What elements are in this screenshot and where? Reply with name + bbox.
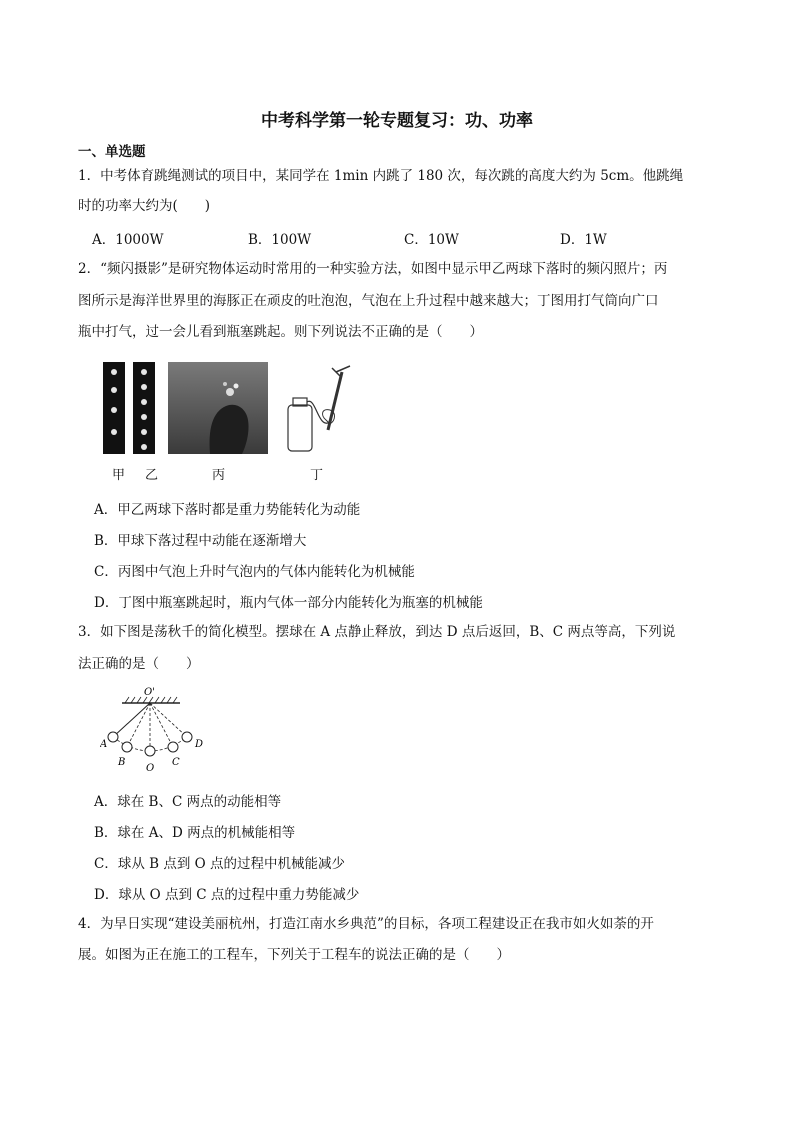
q2-option-a: A．甲乙两球下落时都是重力势能转化为动能	[94, 502, 361, 518]
page-title: 中考科学第一轮专题复习：功、功率	[261, 111, 533, 131]
q1-option-a: A．1000W	[92, 232, 164, 248]
question-1-line-2: 时的功率大约为( )	[78, 198, 211, 214]
question-4-line-1: 4．为早日实现“建设美丽杭州，打造江南水乡典范”的目标，各项工程建设正在我市如火如荼的开	[78, 916, 654, 932]
string-d	[150, 703, 187, 737]
strobe-ball	[141, 369, 147, 375]
q1-option-d: D．1W	[560, 232, 607, 248]
question-2-line-2: 图所示是海洋世界里的海豚正在顽皮的吐泡泡，气泡在上升过程中越来越大；丁图用打气筒向广口	[78, 293, 659, 309]
ball-c	[168, 742, 178, 752]
string-c	[150, 703, 173, 747]
question-4-line-2: 展。如图为正在施工的工程车，下列关于工程车的说法正确的是（ ）	[78, 947, 510, 963]
bubble	[226, 388, 234, 396]
label-b: B	[118, 757, 126, 768]
strobe-ball	[111, 369, 117, 375]
strobe-ball	[141, 414, 147, 420]
pendulum-figure	[100, 685, 210, 780]
label-o: O	[146, 763, 155, 774]
strobe-ball	[141, 384, 147, 390]
q1-option-c: C．10W	[404, 232, 459, 248]
caption-yi: 乙	[145, 468, 159, 483]
q2-option-b: B．甲球下落过程中动能在逐渐增大	[94, 533, 307, 549]
label-d: D	[195, 739, 204, 750]
ball-b	[122, 742, 132, 752]
caption-ding: 丁	[310, 468, 324, 483]
q3-option-c: C．球从 B 点到 O 点的过程中机械能减少	[94, 856, 345, 872]
question-1-line-1: 1．中考体育跳绳测试的项目中，某同学在 1min 内跳了 180 次，每次跳的高度大约为 5cm。他跳绳	[78, 168, 684, 184]
caption-jia: 甲	[112, 468, 126, 483]
strobe-ball	[141, 399, 147, 405]
wide-mouth-bottle	[288, 405, 312, 451]
section-heading: 一、单选题	[78, 144, 146, 160]
bubble	[234, 384, 239, 389]
label-a: A	[100, 739, 108, 750]
q1-option-b: B．100W	[248, 232, 312, 248]
question-2-line-1: 2．“频闪摄影”是研究物体运动时常用的一种实验方法，如图中显示甲乙两球下落时的频闪照片；丙	[78, 261, 668, 277]
strobe-strip-yi	[133, 362, 155, 454]
ball-o	[145, 746, 155, 756]
question-3-line-1: 3．如下图是荡秋千的简化模型。摆球在 A 点静止释放，到达 D 点后返回，B、C 两点等高，下列说	[78, 624, 676, 640]
q2-option-c: C．丙图中气泡上升时气泡内的气体内能转化为机械能	[94, 564, 415, 580]
label-pivot: O'	[144, 687, 155, 698]
strobe-ball	[111, 387, 117, 393]
bubble	[223, 382, 227, 386]
pendulum-diagram	[100, 685, 210, 780]
strobe-ball	[111, 429, 117, 435]
string-b	[127, 703, 150, 747]
question-2-line-3: 瓶中打气，过一会儿看到瓶塞跳起。则下列说法不正确的是（ ）	[78, 324, 483, 340]
string-a	[113, 703, 150, 737]
q2-figure	[100, 360, 360, 485]
strobe-ball	[111, 407, 117, 413]
ball-a	[108, 732, 118, 742]
strobe-ball	[141, 444, 147, 450]
label-c: C	[172, 757, 180, 768]
q3-option-a: A．球在 B、C 两点的动能相等	[94, 794, 282, 810]
air-pump	[328, 372, 342, 430]
ball-d	[182, 732, 192, 742]
question-3-line-2: 法正确的是（ ）	[78, 656, 200, 672]
strobe-ball	[141, 429, 147, 435]
q3-option-d: D．球从 O 点到 C 点的过程中重力势能减少	[94, 887, 360, 903]
caption-bing: 丙	[212, 468, 226, 483]
q3-option-b: B．球在 A、D 两点的机械能相等	[94, 825, 296, 841]
q2-option-d: D．丁图中瓶塞跳起时，瓶内气体一部分内能转化为瓶塞的机械能	[94, 595, 483, 611]
